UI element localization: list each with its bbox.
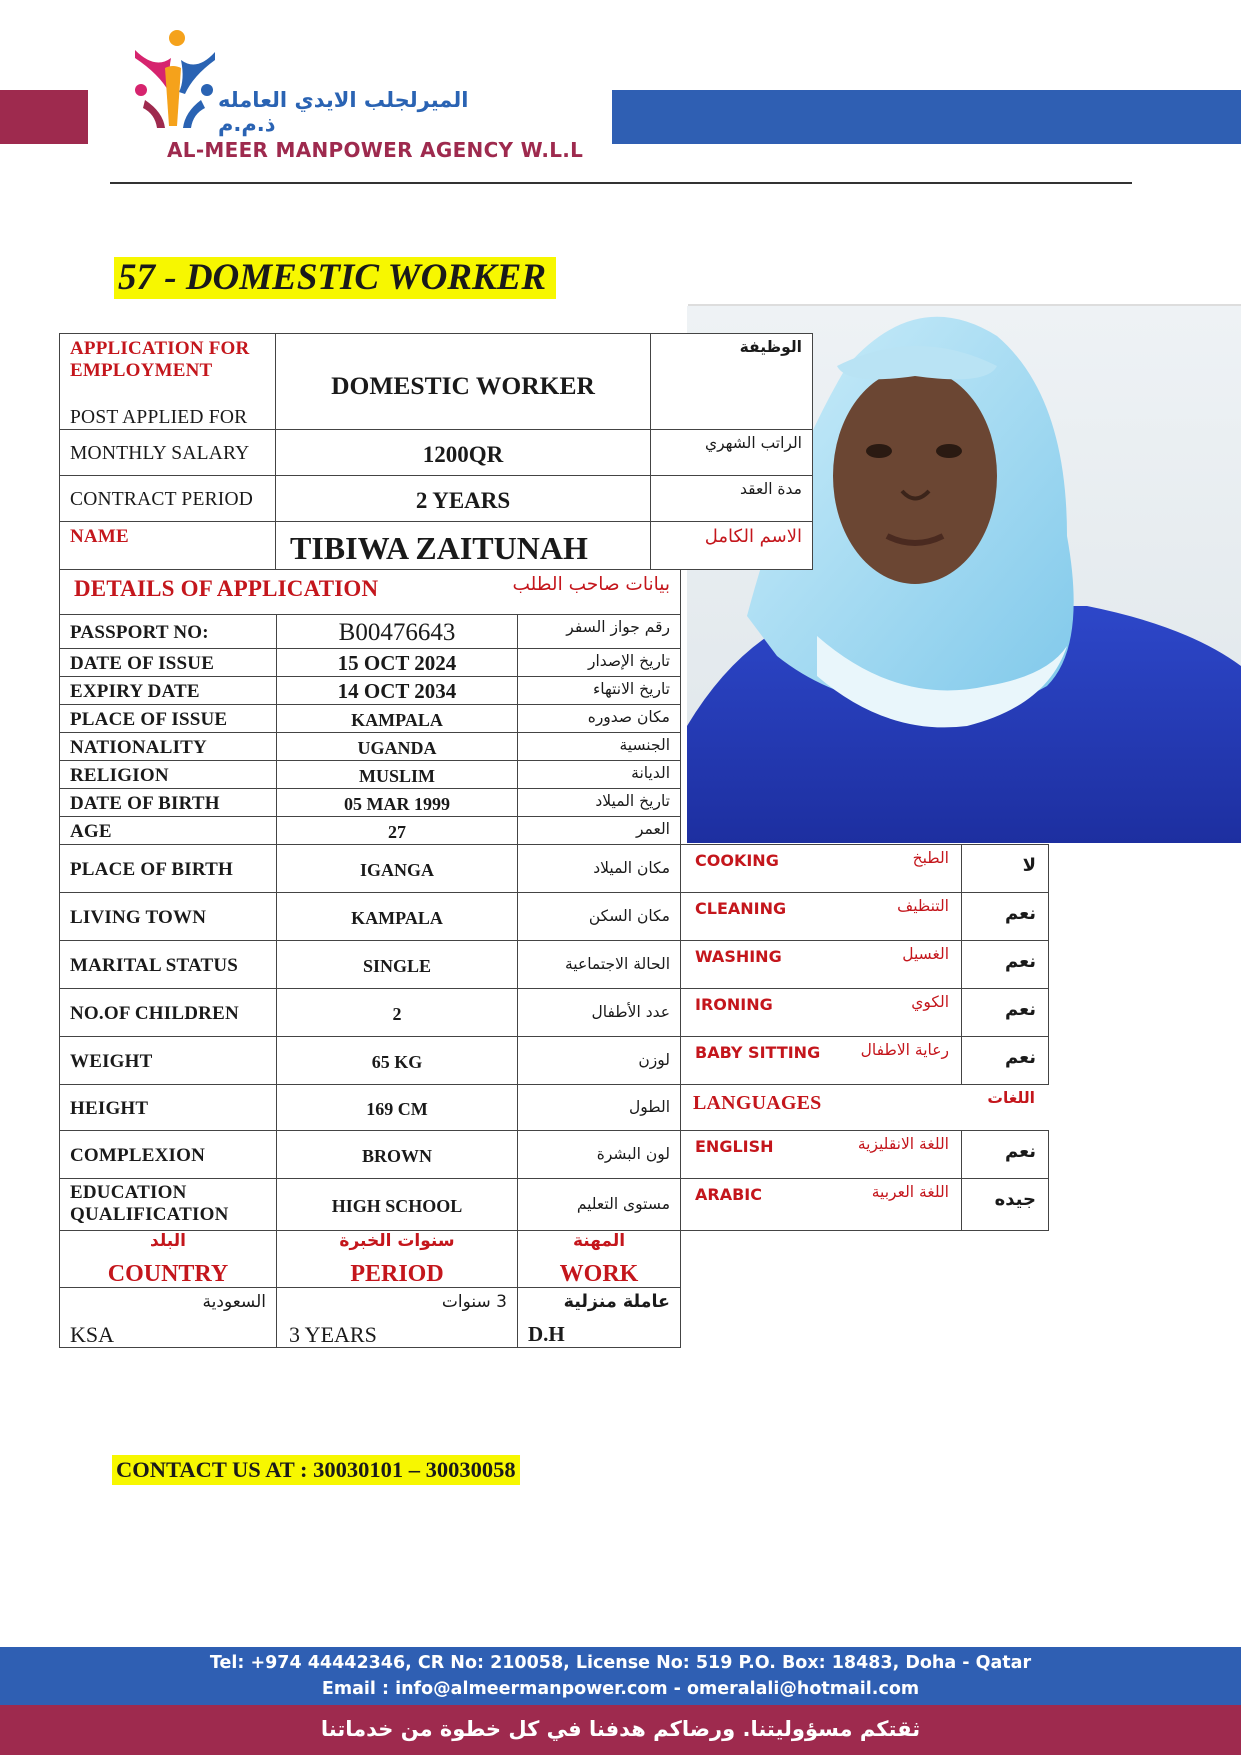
detail-label-ar: تاريخ الانتهاء [592, 680, 670, 698]
detail-label-ar: العمر [635, 820, 670, 838]
detail-label-cell [59, 676, 277, 705]
detail-value-cell [276, 732, 518, 761]
experience-period-ar: 3 سنوات [441, 1292, 507, 1312]
detail-label-cell [59, 732, 277, 761]
skill-label-cell [680, 844, 962, 893]
detail-value-cell [276, 1036, 518, 1085]
contract-value: 2 YEARS [415, 488, 511, 513]
detail-value: B00476643 [338, 619, 456, 646]
country-header-en: COUNTRY [107, 1261, 229, 1287]
detail-label-cell [59, 1178, 277, 1231]
experience-period-header [276, 1230, 518, 1288]
detail-label: NO.OF CHILDREN [70, 1003, 239, 1024]
detail-ar-cell [517, 988, 681, 1037]
details-header-ar: بيانات صاحب الطلب [512, 574, 670, 595]
skill-answer-cell [961, 940, 1049, 989]
detail-label-ar: الديانة [631, 764, 670, 782]
experience-country-cell [59, 1287, 277, 1348]
salary-label-cell [59, 429, 276, 476]
salary-value-cell [275, 429, 651, 476]
detail-label: EXPIRY DATE [70, 681, 200, 702]
skill-answer-cell [961, 1178, 1049, 1231]
detail-label-cell [59, 1130, 277, 1179]
contract-ar-cell [650, 475, 813, 522]
contact-line: CONTACT US AT : 30030101 – 30030058 [112, 1455, 520, 1485]
skill-name: IRONING [695, 995, 773, 1014]
skill-name-ar: الطبخ [912, 849, 949, 867]
skill-label-cell [680, 1036, 962, 1085]
experience-work-cell [517, 1287, 681, 1348]
detail-label-cell [59, 988, 277, 1037]
footer-email-line: Email : info@almeermanpower.com - omeralali@hotmail.com [321, 1679, 920, 1699]
skill-name-ar: رعاية الاطفال [860, 1041, 949, 1059]
experience-country-header [59, 1230, 277, 1288]
salary-label-ar: الراتب الشهري [704, 434, 802, 452]
header-right-bar [612, 90, 1241, 144]
detail-ar-cell [517, 614, 681, 649]
detail-value-cell [276, 1178, 518, 1231]
detail-value: 169 CM [366, 1099, 428, 1119]
detail-ar-cell [517, 648, 681, 677]
skill-name-ar: الكوي [911, 993, 949, 1011]
detail-ar-cell [517, 1130, 681, 1179]
experience-period-cell [276, 1287, 518, 1348]
skill-name-ar: الغسيل [902, 945, 949, 963]
detail-label: PLACE OF BIRTH [70, 859, 233, 880]
detail-value: 2 [392, 1004, 402, 1024]
detail-ar-cell [517, 732, 681, 761]
skill-answer-cell [961, 844, 1049, 893]
detail-label-ar: الحالة الاجتماعية [564, 955, 670, 973]
detail-label-cell [59, 760, 277, 789]
detail-value-cell [276, 892, 518, 941]
detail-value-cell [276, 648, 518, 677]
detail-value-cell [276, 988, 518, 1037]
skill-name: BABY SITTING [695, 1043, 821, 1062]
contract-label-cell [59, 475, 276, 522]
company-name-arabic: الميرلجلب الايدي العامله ذ.م.م [218, 88, 469, 136]
skill-name-ar: التنظيف [897, 897, 949, 915]
detail-ar-cell [517, 1084, 681, 1131]
detail-label-ar: لون البشرة [596, 1145, 670, 1163]
detail-label: PASSPORT NO: [70, 622, 209, 643]
detail-label-cell [59, 1036, 277, 1085]
post-label-cell [59, 333, 276, 430]
period-header-ar: سنوات الخبرة [339, 1231, 455, 1251]
detail-label-ar: مكان صدوره [587, 708, 670, 726]
footer-slogan: ثقتكم مسؤوليتنا. ورضاكم هدفنا في كل خطوة من خدماتنا [320, 1717, 921, 1741]
detail-label: DATE OF BIRTH [70, 793, 220, 814]
footer-slogan-bar [0, 1705, 1241, 1755]
detail-value: UGANDA [357, 738, 437, 758]
company-name-english: AL-MEER MANPOWER AGENCY W.L.L [167, 138, 584, 162]
skill-answer-cell [961, 1130, 1049, 1179]
experience-work-ar: عاملة منزلية [563, 1292, 670, 1312]
name-label: NAME [70, 526, 129, 547]
skill-answer: جيده [994, 1189, 1036, 1210]
detail-value: 65 KG [371, 1052, 423, 1072]
detail-value-cell [276, 940, 518, 989]
skill-label-cell [680, 1130, 962, 1179]
detail-value-cell [276, 788, 518, 817]
detail-value-cell [276, 676, 518, 705]
skill-answer-cell [961, 1036, 1049, 1085]
languages-header-ar: اللغات [987, 1089, 1035, 1107]
detail-label: LIVING TOWN [70, 907, 207, 928]
skill-answer: نعم [1004, 1047, 1036, 1068]
experience-work-header [517, 1230, 681, 1288]
detail-value-cell [276, 1130, 518, 1179]
detail-label-cell [59, 940, 277, 989]
languages-header-cell [680, 1084, 1049, 1131]
post-value-cell [275, 333, 651, 430]
skill-answer-cell [961, 988, 1049, 1037]
detail-ar-cell [517, 844, 681, 893]
detail-label: MARITAL STATUS [70, 955, 239, 976]
skill-answer-cell [961, 892, 1049, 941]
detail-label-cell [59, 816, 277, 845]
application-for-employment-label: APPLICATION FOR EMPLOYMENT [70, 338, 250, 381]
detail-label-ar: تاريخ الإصدار [587, 652, 670, 670]
footer-contact-bar [0, 1647, 1241, 1705]
detail-ar-cell [517, 676, 681, 705]
skill-answer: لا [1022, 855, 1036, 876]
name-label-cell [59, 521, 276, 570]
detail-label-ar: الجنسية [619, 736, 670, 754]
country-header-ar: البلد [150, 1231, 186, 1251]
contract-label-ar: مدة العقد [740, 480, 802, 498]
details-header-en: DETAILS OF APPLICATION [74, 576, 379, 601]
post-label-ar: الوظيفة [739, 338, 802, 356]
salary-ar-cell [650, 429, 813, 476]
detail-value: KAMPALA [351, 710, 443, 730]
detail-ar-cell [517, 788, 681, 817]
skill-name: CLEANING [695, 899, 787, 918]
detail-label: DATE OF ISSUE [70, 653, 215, 674]
detail-label-cell [59, 844, 277, 893]
footer-address-line: Tel: +974 44442346, CR No: 210058, License No: 519 P.O. Box: 18483, Doha - Qatar [209, 1653, 1032, 1673]
skill-answer: نعم [1004, 903, 1036, 924]
detail-value-cell [276, 760, 518, 789]
detail-value-cell [276, 844, 518, 893]
name-label-ar: الاسم الكامل [704, 526, 802, 547]
detail-label-ar: تاريخ الميلاد [595, 792, 670, 810]
header-divider [110, 182, 1132, 184]
post-value: DOMESTIC WORKER [331, 371, 595, 400]
detail-label: HEIGHT [70, 1098, 149, 1119]
detail-label: NATIONALITY [70, 737, 207, 758]
detail-label-ar: مستوى التعليم [576, 1195, 670, 1213]
detail-value: HIGH SCHOOL [331, 1196, 463, 1216]
detail-value: KAMPALA [351, 908, 443, 928]
skill-label-cell [680, 892, 962, 941]
company-logo [115, 28, 225, 138]
detail-ar-cell [517, 892, 681, 941]
details-header-cell [59, 569, 681, 615]
detail-label-cell [59, 614, 277, 649]
detail-value-cell [276, 704, 518, 733]
skill-label-cell [680, 988, 962, 1037]
detail-value: 27 [388, 822, 406, 842]
skill-label-cell [680, 1178, 962, 1231]
detail-label-cell [59, 892, 277, 941]
detail-value: 14 OCT 2034 [337, 679, 457, 703]
skill-name: WASHING [695, 947, 782, 966]
detail-value-cell [276, 816, 518, 845]
detail-label-ar: لوزن [638, 1051, 670, 1069]
detail-label-cell [59, 788, 277, 817]
skill-answer: نعم [1004, 951, 1036, 972]
languages-header-en: LANGUAGES [693, 1092, 822, 1114]
salary-label: MONTHLY SALARY [70, 443, 250, 464]
skill-name: ENGLISH [695, 1137, 774, 1156]
detail-value: MUSLIM [359, 766, 435, 786]
detail-value-cell [276, 614, 518, 649]
detail-ar-cell [517, 1036, 681, 1085]
detail-label: COMPLEXION [70, 1145, 205, 1166]
contract-value-cell [275, 475, 651, 522]
skill-answer: نعم [1004, 1141, 1036, 1162]
detail-label: PLACE OF ISSUE [70, 709, 228, 730]
detail-label-cell [59, 648, 277, 677]
experience-period-en: 3 YEARS [289, 1322, 377, 1347]
header-left-bar [0, 90, 88, 144]
detail-ar-cell [517, 1178, 681, 1231]
period-header-en: PERIOD [350, 1261, 444, 1287]
detail-label: RELIGION [70, 765, 169, 786]
detail-label-ar: عدد الأطفال [591, 1003, 670, 1021]
experience-country-ar: السعودية [202, 1292, 266, 1312]
detail-value: 05 MAR 1999 [344, 794, 450, 814]
detail-value-cell [276, 1084, 518, 1131]
detail-value: BROWN [361, 1146, 432, 1166]
experience-country-en: KSA [70, 1322, 115, 1347]
applicant-name: TIBIWA ZAITUNAH [290, 530, 588, 566]
skill-name-ar: اللغة الانقليزية [857, 1135, 949, 1153]
skill-name: ARABIC [695, 1185, 762, 1204]
detail-ar-cell [517, 760, 681, 789]
detail-value: 15 OCT 2024 [337, 651, 457, 675]
post-ar-cell [650, 333, 813, 430]
salary-value: 1200QR [422, 442, 504, 467]
name-value-cell [275, 521, 651, 570]
detail-label-cell [59, 704, 277, 733]
work-header-en: WORK [559, 1261, 639, 1287]
detail-label: EDUCATION QUALIFICATION [70, 1182, 229, 1225]
skill-answer: نعم [1004, 999, 1036, 1020]
contract-label: CONTRACT PERIOD [70, 489, 254, 510]
detail-label-ar: رقم جواز السفر [566, 618, 670, 636]
detail-label: WEIGHT [70, 1051, 153, 1072]
skill-name: COOKING [695, 851, 779, 870]
detail-value: SINGLE [362, 956, 432, 976]
detail-label-ar: مكان الميلاد [593, 859, 670, 877]
name-ar-cell [650, 521, 813, 570]
detail-label-ar: مكان السكن [588, 907, 670, 925]
detail-label-ar: الطول [628, 1098, 670, 1116]
work-header-ar: المهنة [572, 1231, 626, 1251]
detail-label: AGE [70, 821, 112, 842]
detail-ar-cell [517, 704, 681, 733]
experience-work-en: D.H [528, 1322, 565, 1346]
detail-label-cell [59, 1084, 277, 1131]
detail-value: IGANGA [359, 860, 434, 880]
skill-label-cell [680, 940, 962, 989]
detail-ar-cell [517, 816, 681, 845]
detail-ar-cell [517, 940, 681, 989]
skill-name-ar: اللغة العربية [871, 1183, 949, 1201]
post-applied-label: POST APPLIED FOR [70, 407, 248, 428]
document-title: 57 - DOMESTIC WORKER [114, 257, 556, 299]
